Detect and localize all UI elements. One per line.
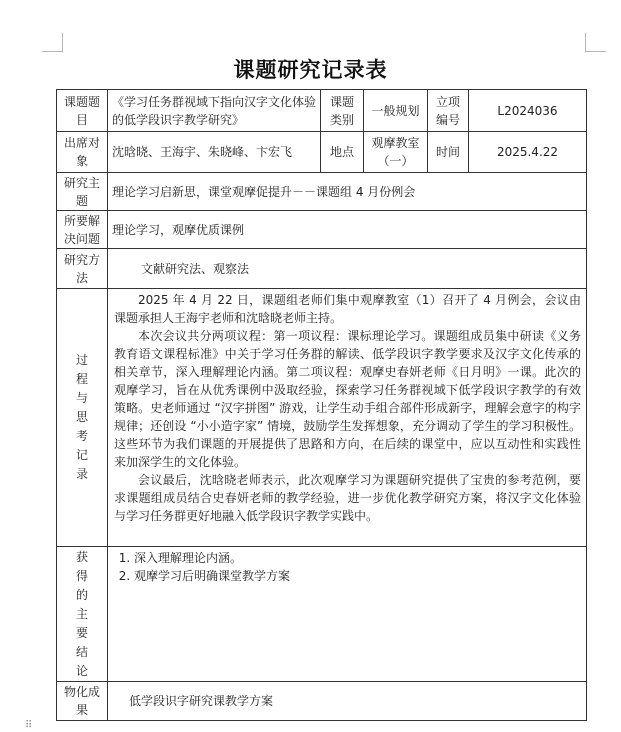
topic-value: 《学习任务群视域下指向汉字文化体验的低学段识字教学研究》	[108, 90, 321, 132]
table-row	[57, 211, 587, 249]
table-row	[57, 249, 587, 289]
process-body	[108, 289, 587, 547]
process-label	[57, 289, 108, 547]
crop-mark-top-right	[585, 33, 606, 52]
theme-value: 理论学习启新思，课堂观摩促提升－－课题组 4 月份例会	[108, 173, 587, 211]
table-row	[57, 90, 587, 132]
project-number-value: L2024036	[469, 90, 587, 132]
conclusions-body	[108, 547, 587, 682]
table-row	[57, 173, 587, 211]
problem-value: 理论学习，观摩优质课例	[108, 211, 587, 249]
record-table	[56, 89, 587, 721]
topic-label: 课题题目	[57, 90, 108, 132]
list-item: 2. 观摩学习后明确课堂教学方案	[134, 567, 582, 585]
table-row	[57, 289, 587, 547]
category-value: 一般规划	[364, 90, 428, 132]
process-paragraph-2: 本次会议共分两项议程：第一项议程：课标理论学习。课题组成员集中研读《义务教育语文课程标准》中关于学习任务群的解读、低学段识字教学要求及汉字文化传承的相关章节，深入理解理论内涵。第二项议程：观摩史春妍老师《日月明》一课。此次的观摩学习，旨在从优秀课例中汲取经验，探索学习任务群视域下低学段识字教学的有效策略。史老师通过 “汉字拼图” 游戏，让学生动手组合部件形成新字，理解会意字的构字规律；还创设 “小小造字家” 情境，鼓励学生发挥想象，充分调动了学生的学习积极性。这些环节为我们课题的开展提供了思路和方向，在后续的课堂中，应以互动性和实践性来加深学生的文化体验。	[114, 329, 581, 469]
location-label: 地点	[321, 132, 364, 173]
attendees-label: 出席对象	[57, 132, 108, 173]
crop-mark-top-left	[42, 33, 63, 52]
conclusions-label-text: 获得的主要结论	[75, 549, 88, 678]
table-row	[57, 547, 587, 682]
process-label-text: 过程与思考记录	[75, 353, 88, 481]
conclusions-list	[112, 549, 582, 585]
project-number-label: 立项编号	[428, 90, 469, 132]
document-title: 课题研究记录表	[233, 58, 388, 82]
time-label: 时间	[428, 132, 469, 173]
table-move-handle-icon[interactable]: ⠿	[25, 720, 32, 731]
process-paragraph-1: 2025 年 4 月 22 日，课题组老师们集中观摩教室（1）召开了 4 月例会，会议由课题承担人王海宇老师和沈晗晓老师主持。	[114, 293, 581, 325]
method-value: 文献研究法、观察法	[108, 249, 587, 289]
process-paragraph-3: 会议最后，沈晗晓老师表示，此次观摩学习为课题研究提供了宝贵的参考范例，要求课题组成员结合史春妍老师的教学经验，进一步优化教学研究方案，将汉字文化体验与学习任务群更好地融入低学段识字教学实践中。	[114, 473, 581, 523]
category-label: 课题类别	[321, 90, 364, 132]
theme-label: 研究主题	[57, 173, 108, 211]
list-item: 1. 深入理解理论内涵。	[134, 549, 582, 567]
conclusions-label	[57, 547, 108, 682]
location-value: 观摩教室（一）	[364, 132, 428, 173]
outcome-value: 低学段识字研究课教学方案	[108, 682, 587, 721]
time-value: 2025.4.22	[469, 132, 587, 173]
table-row	[57, 132, 587, 173]
table-row	[57, 682, 587, 721]
attendees-value: 沈晗晓、王海宇、朱晓峰、卞宏飞	[108, 132, 321, 173]
outcome-label: 物化成果	[57, 682, 108, 721]
problem-label: 所要解决问题	[57, 211, 108, 249]
method-label: 研究方法	[57, 249, 108, 289]
